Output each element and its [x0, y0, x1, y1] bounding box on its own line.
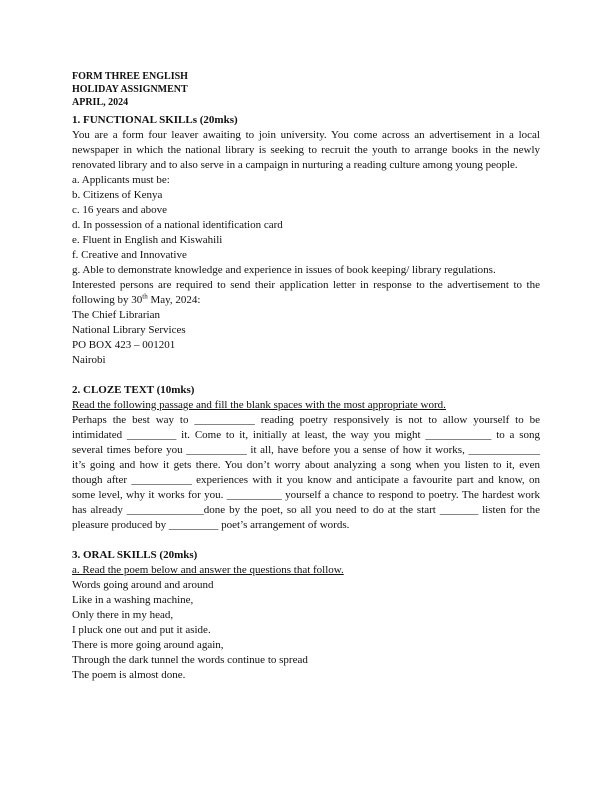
document-header: [72, 70, 540, 109]
spacer: [72, 533, 540, 548]
section-functional-skills: [72, 113, 540, 368]
instruction-date: May, 2024:: [147, 294, 201, 306]
instruction-text: Interested persons are required to send their application letter in response to the advertisement to the following by 30: [72, 279, 540, 306]
section2-instruction: Read the following passage and fill the blank spaces with the most appropriate word.: [72, 399, 446, 411]
list-item: g. Able to demonstrate knowledge and experience in issues of book keeping/ library regulations.: [72, 264, 496, 276]
document-page: [72, 70, 540, 683]
requirements-list: [72, 173, 540, 278]
header-assignment: HOLIDAY ASSIGNMENT: [72, 84, 188, 95]
section3-instruction: a. Read the poem below and answer the questions that follow.: [72, 564, 344, 576]
address-line: National Library Services: [72, 324, 186, 336]
header-date: APRIL, 2024: [72, 97, 129, 108]
poem-line: Through the dark tunnel the words continue to spread: [72, 654, 308, 666]
poem-line: I pluck one out and put it aside.: [72, 624, 211, 636]
section1-title: 1. FUNCTIONAL SKILLs (20mks): [72, 114, 238, 126]
list-item: c. 16 years and above: [72, 204, 167, 216]
section-cloze-text: [72, 383, 540, 533]
section3-title: 3. ORAL SKILLS (20mks): [72, 549, 198, 561]
address-block: [72, 308, 540, 368]
poem-line: The poem is almost done.: [72, 669, 186, 681]
list-item: b. Citizens of Kenya: [72, 189, 163, 201]
poem-line: Like in a washing machine,: [72, 594, 194, 606]
poem-line: There is more going around again,: [72, 639, 224, 651]
list-item: a. Applicants must be:: [72, 174, 170, 186]
ordinal-suffix: th: [142, 292, 148, 301]
poem-line: Only there in my head,: [72, 609, 174, 621]
list-item: f. Creative and Innovative: [72, 249, 187, 261]
poem: [72, 578, 540, 683]
list-item: e. Fluent in English and Kiswahili: [72, 234, 223, 246]
section-oral-skills: [72, 548, 540, 683]
address-line: Nairobi: [72, 354, 106, 366]
address-line: PO BOX 423 – 001201: [72, 339, 176, 351]
address-line: The Chief Librarian: [72, 309, 160, 321]
list-item: d. In possession of a national identification card: [72, 219, 283, 231]
header-form: FORM THREE ENGLISH: [72, 71, 188, 82]
cloze-passage: Perhaps the best way to ___________ reading poetry responsively is not to allow yourself to be intimidated _________ it. Come to it, initially at least, the way you might ____________ to a song several times before you ___________ it all, have before you a sense of how it works, _____________ it’s going and how it gets there. You don’t worry about analyzing a song when you listen to it, even though after ___________ experiences with it you know and anticipate a favourite part and know, on some level, why it works for you. __________ yourself a chance to respond to poetry. The hardest work has already ______________done by the poet, so all you need to do at the start _______ listen for the pleasure produced by _________ poet’s arrangement of words.: [72, 414, 540, 531]
section1-instruction: [72, 278, 540, 308]
section2-title: 2. CLOZE TEXT (10mks): [72, 384, 195, 396]
spacer: [72, 368, 540, 383]
poem-line: Words going around and around: [72, 579, 214, 591]
section1-intro: You are a form four leaver awaiting to join university. You come across an advertisement in a local newspaper in which the national library is seeking to recruit the youth to arrange books in the newly renovated library and to also serve in a campaign in nurturing a reading culture among young people.: [72, 129, 540, 171]
